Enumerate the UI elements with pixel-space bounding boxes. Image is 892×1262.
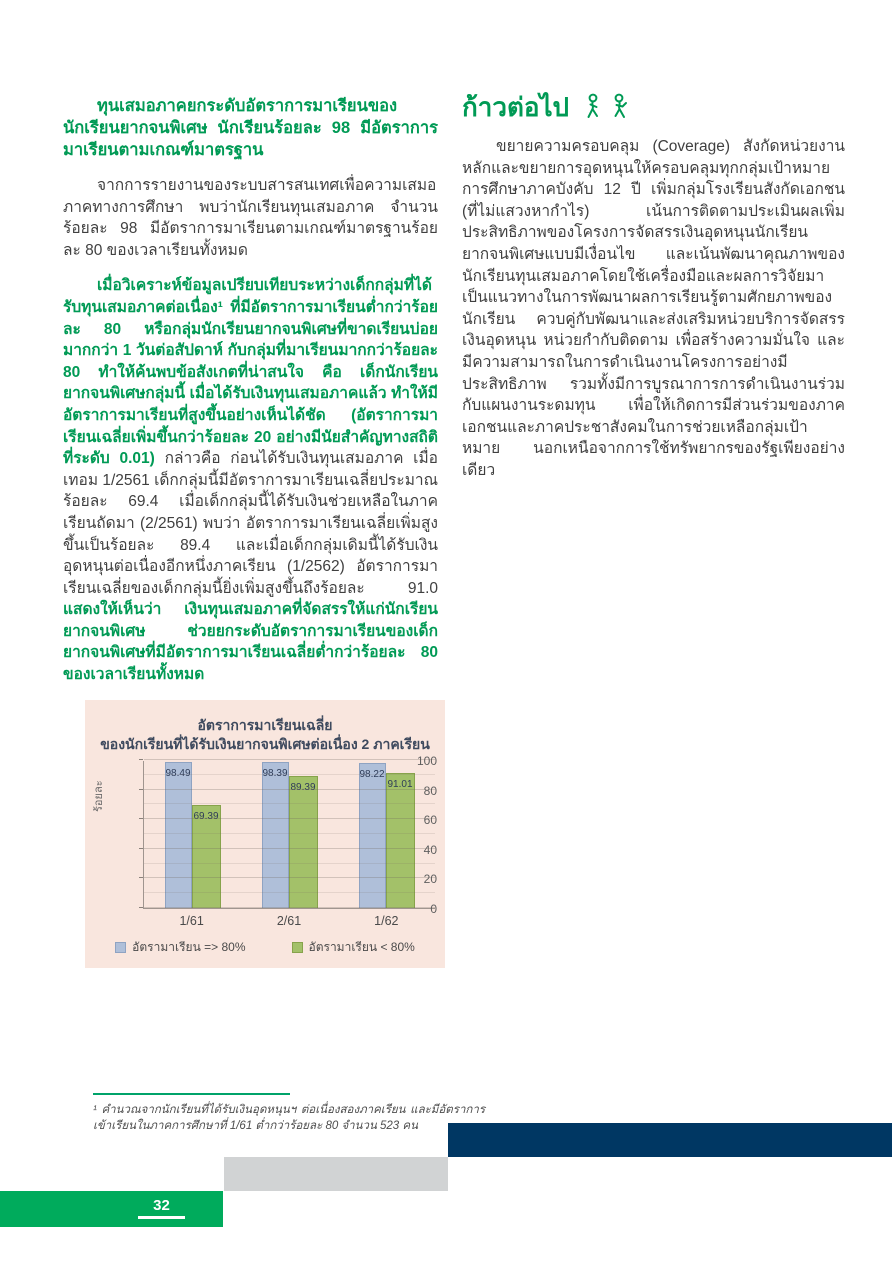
chart-tick-mark	[139, 789, 143, 790]
chart-legend-item	[115, 938, 245, 957]
left-column	[63, 95, 438, 686]
chart-y-tick-label: 80	[423, 783, 437, 798]
chart-legend-item	[292, 938, 415, 957]
chart-gridline	[144, 863, 435, 864]
paragraph-comparison-analysis	[63, 275, 438, 685]
chart-gridline	[144, 774, 435, 775]
chart-gridline	[144, 789, 435, 790]
footnote	[93, 1093, 485, 1134]
footnote-text: ¹ คำนวณจากนักเรียนที่ได้รับเงินอุดหนุนฯ ต่อเนื่องสองภาคเรียน และมีอัตราการเข้าเรียนในภาคการศึกษาที่ 1/61 ต่ำกว่าร้อยละ 80 จำนวน 523 คน	[93, 1104, 485, 1132]
chart-x-tick-label: 1/62	[374, 914, 399, 928]
right-column	[462, 92, 845, 482]
chart-tick-mark	[139, 818, 143, 819]
chart-gridline	[144, 877, 435, 878]
footer-gray-bar	[224, 1157, 448, 1191]
chart-x-axis-labels	[143, 914, 435, 928]
paragraph-attendance-report: จากการรายงานของระบบสารสนเทศเพื่อความเสมอภาคทางการศึกษา พบว่านักเรียนทุนเสมอภาค จำนวนร้อยละ 98 มีอัตราการมาเรียนตามเกณฑ์มาตรฐานร้อยละ 80 ของเวลาเรียนทั้งหมด	[63, 177, 438, 259]
section-heading-attendance: ทุนเสมอภาคยกระดับอัตราการมาเรียนของนักเรียนยากจนพิเศษ นักเรียนร้อยละ 98 มีอัตราการมาเรียนตามเกณฑ์มาตรฐาน	[63, 97, 438, 159]
chart-gridline	[144, 818, 435, 819]
chart-y-tick-label: 0	[430, 902, 437, 916]
walking-children-icon	[583, 93, 635, 121]
footer-green-bar	[0, 1191, 223, 1227]
chart-bar	[289, 776, 318, 908]
chart-bar-groups	[144, 761, 435, 908]
chart-tick-mark	[139, 848, 143, 849]
chart-plot	[143, 761, 435, 909]
chart-legend	[85, 938, 445, 957]
chart-y-tick-label: 100	[416, 754, 437, 768]
chart-gridline	[144, 833, 435, 834]
attendance-chart-panel	[85, 700, 445, 968]
chart-y-tick-label: 20	[423, 872, 437, 887]
chart-bar-value-label: 89.39	[290, 781, 316, 793]
chart-tick-mark	[139, 877, 143, 878]
footnote-divider	[93, 1093, 290, 1095]
page-number-block	[138, 1197, 185, 1219]
chart-legend-swatch	[115, 942, 126, 953]
chart-title-line1: อัตราการมาเรียนเฉลี่ย	[197, 717, 333, 733]
chart-gridline	[144, 759, 435, 760]
chart-y-tick-label: 60	[423, 813, 437, 828]
paragraph-next-steps: ขยายความครอบคลุม (Coverage) สังกัดหน่วยงานหลักและขยายการอุดหนุนให้ครอบคลุมทุกกลุ่มเป้าหมายการศึกษาภาคบังคับ 12 ปี เพิ่มกลุ่มโรงเรียนสังกัดเอกชน (ที่ไม่แสวงหากำไร) เน้นการติดตามประเมินผลเพิ่มประสิทธิภาพของโครงการจัดสรรเงินอุดหนุนนักเรียนยากจนพิเศษแบบมีเงื่อนไข และเน้นพัฒนาคุณภาพของนักเรียนทุนเสมอภาคโดยใช้เครื่องมือและผลการวิจัยมาเป็นแนวทางในการพัฒนาผลการเรียนรู้ตามศักยภาพของนักเรียน ควบคู่กับพัฒนาและส่งเสริมหน่วยบริการจัดสรรเงินอุดหนุน หน่วยกำกับติดตาม เพื่อสร้างความมั่นใจ และมีความสามารถในการดำเนินงานโครงการอย่างมีประสิทธิภาพ รวมทั้งมีการบูรณาการการดำเนินงานร่วมกับแผนงานระดมทุน เพื่อให้เกิดการมีส่วนร่วมของภาคเอกชนและภาคประชาสังคมในการช่วยเหลือกลุ่มเป้าหมาย นอกเหนือจากการใช้ทรัพยากรของรัฐเพียงอย่างเดียว	[462, 138, 845, 479]
analysis-green-text-2: แสดงให้เห็นว่า เงินทุนเสมอภาคที่จัดสรรให้แก่นักเรียนยากจนพิเศษ ช่วยยกระดับอัตราการมาเรียนของเด็กยากจนพิเศษที่มีอัตราการมาเรียนเฉลี่ยต่ำกว่าร้อยละ 80 ของเวลาเรียนทั้งหมด	[63, 601, 438, 684]
chart-title	[85, 700, 445, 754]
chart-gridline	[144, 848, 435, 849]
chart-bar	[165, 762, 192, 908]
chart-x-tick-label: 1/61	[179, 914, 204, 928]
chart-legend-swatch	[292, 942, 303, 953]
analysis-black-text: กล่าวคือ ก่อนได้รับเงินทุนเสมอภาค เมื่อเทอม 1/2561 เด็กกลุ่มนี้มีอัตราการมาเรียนเฉลี่ยประมาณร้อยละ 69.4 เมื่อเด็กกลุ่มนี้ได้รับเงินช่วยเหลือในภาคเรียนถัดมา (2/2561) พบว่า อัตราการมาเรียนเฉลี่ยเพิ่มสูงขึ้นเป็นร้อยละ 89.4 และเมื่อเด็กกลุ่มเดิมนี้ได้รับเงินอุดหนุนต่อเนื่องอีกหนึ่งภาคเรียน (1/2562) อัตราการมาเรียนเฉลี่ยของเด็กกลุ่มนี้ยิ่งเพิ่มสูงขึ้นถึงร้อยละ 91.0	[63, 450, 438, 597]
chart-tick-mark	[139, 759, 143, 760]
chart-bar-value-label: 69.39	[193, 811, 219, 823]
next-steps-heading-row	[462, 92, 845, 122]
analysis-green-text-1: เมื่อวิเคราะห์ข้อมูลเปรียบเทียบระหว่างเด็กกลุ่มที่ได้รับทุนเสมอภาคต่อเนื่อง¹ ที่มีอัตราการมาเรียนต่ำกว่าร้อยละ 80 หรือกลุ่มนักเรียนยากจนพิเศษที่ขาดเรียนบ่อยมากกว่า 1 วันต่อสัปดาห์ กับกลุ่มที่มาเรียนมากกว่าร้อยละ 80 ทำให้ค้นพบข้อสังเกตที่น่าสนใจ คือ เด็กนักเรียนยากจนพิเศษกลุ่มนี้ เมื่อได้รับเงินทุนเสมอภาคแล้ว ทำให้มีอัตราการมาเรียนที่สูงขึ้นอย่างเห็นได้ชัด (อัตราการมาเรียนเฉลี่ยเพิ่มขึ้นกว่าร้อยละ 20 อย่างมีนัยสำคัญทางสถิติที่ระดับ 0.01)	[63, 277, 438, 468]
chart-title-line2: ของนักเรียนที่ได้รับเงินยากจนพิเศษต่อเนื่อง 2 ภาคเรียน	[100, 736, 430, 752]
chart-bar-group	[241, 761, 338, 908]
page-number: 32	[153, 1197, 170, 1214]
chart-bar-value-label: 98.39	[262, 768, 288, 780]
chart-bar	[359, 763, 386, 908]
chart-legend-label: อัตรามาเรียน < 80%	[308, 940, 415, 954]
chart-bar-value-label: 91.01	[387, 779, 413, 791]
chart-gridline	[144, 892, 435, 893]
chart-bar	[262, 762, 289, 908]
chart-bar-group	[144, 761, 241, 908]
chart-bar-value-label: 98.49	[165, 768, 191, 780]
page-number-underline	[138, 1216, 185, 1219]
chart-legend-label: อัตรามาเรียน => 80%	[132, 940, 246, 954]
chart-y-tick-label: 40	[423, 842, 437, 857]
chart-gridline	[144, 907, 435, 908]
chart-gridline	[144, 803, 435, 804]
next-steps-heading: ก้าวต่อไป	[462, 92, 570, 122]
chart-bar-value-label: 98.22	[359, 768, 385, 780]
chart-y-axis-label: ร้อยละ	[93, 780, 105, 812]
footer-navy-bar	[448, 1123, 892, 1157]
chart-x-tick-label: 2/61	[276, 914, 302, 928]
chart-tick-mark	[139, 907, 143, 908]
